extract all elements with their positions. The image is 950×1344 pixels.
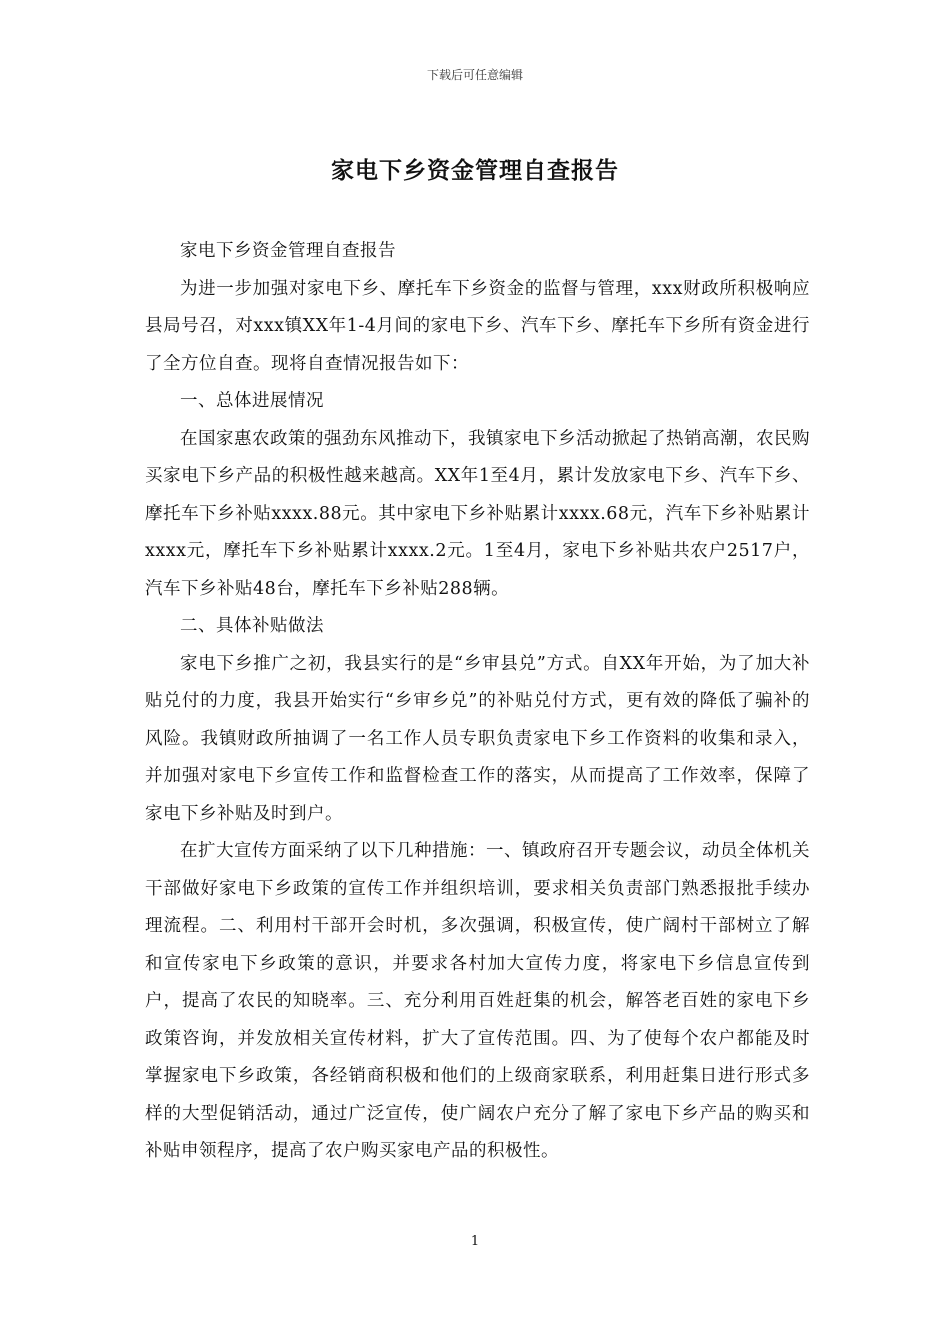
section-heading-2: 二、具体补贴做法 [180,616,324,636]
document-body [145,233,810,1171]
paragraph-intro: 为进一步加强对家电下乡、摩托车下乡资金的监督与管理，xxx财政所积极响应县局号召，对xxx镇XX年1-4月间的家电下乡、汽车下乡、摩托车下乡所有资金进行了全方位自查。现将自查情况报告如下： [145,278,810,374]
page-number: 1 [470,1234,480,1249]
paragraph-publicity: 在扩大宣传方面采纳了以下几种措施：一、镇政府召开专题会议，动员全体机关干部做好家电下乡政策的宣传工作并组织培训，要求相关负责部门熟悉报批手续办理流程。二、利用村干部开会时机，多次强调，积极宣传，使广阔村干部树立了解和宣传家电下乡政策的意识，并要求各村加大宣传力度，将家电下乡信息宣传到户，提高了农民的知晓率。三、充分利用百姓赶集的机会，解答老百姓的家电下乡政策咨询，并发放相关宣传材料，扩大了宣传范围。四、为了使每个农户都能及时掌握家电下乡政策，各经销商积极和他们的上级商家联系，利用赶集日进行形式多样的大型促销活动，通过广泛宣传，使广阔农户充分了解了家电下乡产品的购买和补贴申领程序，提高了农户购买家电产品的积极性。 [145,841,810,1161]
document-title: 家电下乡资金管理自查报告 [331,158,619,184]
page-header: 下载后可任意编辑 [426,68,523,82]
section-heading-1: 一、总体进展情况 [180,391,324,411]
paragraph-progress: 在国家惠农政策的强劲东风推动下，我镇家电下乡活动掀起了热销高潮，农民购买家电下乡产品的积极性越来越高。XX年1至4月，累计发放家电下乡、汽车下乡、摩托车下乡补贴xxxx.88元。其中家电下乡补贴累计xxxx.68元，汽车下乡补贴累计xxxx元，摩托车下乡补贴累计xxxx.2元。1至4月，家电下乡补贴共农户2517户，汽车下乡补贴48台，摩托车下乡补贴288辆。 [145,428,810,599]
paragraph-subtitle: 家电下乡资金管理自查报告 [180,241,396,261]
paragraph-method: 家电下乡推广之初，我县实行的是“乡审县兑”方式。自XX年开始，为了加大补贴兑付的力度，我县开始实行“乡审乡兑”的补贴兑付方式，更有效的降低了骗补的风险。我镇财政所抽调了一名工作人员专职负责家电下乡工作资料的收集和录入，并加强对家电下乡宣传工作和监督检查工作的落实，从而提高了工作效率，保障了家电下乡补贴及时到户。 [145,653,810,824]
